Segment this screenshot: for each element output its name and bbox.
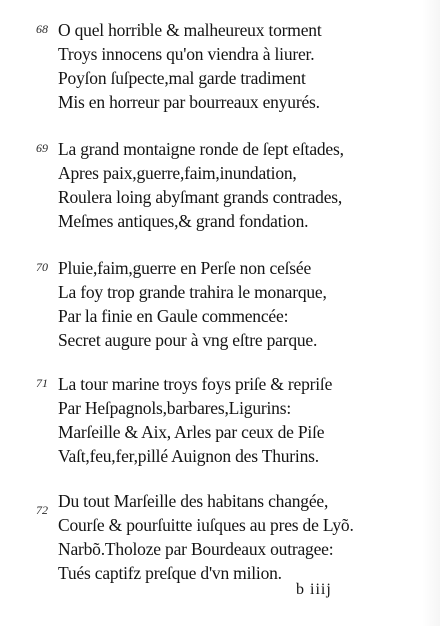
verse-line: Par la finie en Gaule commencée: <box>58 306 289 326</box>
verse-line: Vaſt,feu,fer,pillé Auignon des Thurins. <box>58 446 319 466</box>
verse-line: Meſmes antiques,& grand fondation. <box>58 211 309 231</box>
verse-line: La foy trop grande trahira le monarque, <box>58 282 327 302</box>
signature-mark: b iiij <box>296 581 332 598</box>
verse-line: Marſeille & Aix, Arles par ceux de Piſe <box>58 422 325 442</box>
verse-line: La tour marine troys foys priſe & repriſe <box>58 374 333 394</box>
quatrain-lines <box>58 18 418 114</box>
quatrain-number: 70 <box>36 260 48 274</box>
quatrain-lines <box>58 372 418 468</box>
verse-line: O quel horrible & malheureux torment <box>58 20 322 40</box>
quatrain-number: 72 <box>36 503 48 517</box>
verse-line: Du tout Marſeille des habitans changée, <box>58 491 329 511</box>
verse-line: La grand montaigne ronde de ſept eſtades, <box>58 139 344 159</box>
verse-line: Troys innocens qu'on viendra à liurer. <box>58 44 315 64</box>
verse-line: Apres paix,guerre,faim,inundation, <box>58 163 297 183</box>
quatrain-number: 69 <box>36 141 48 155</box>
verse-line: Mis en horreur par bourreaux enyurés. <box>58 92 320 112</box>
quatrain-lines <box>58 256 418 352</box>
verse-line: Tués captifz preſque d'vn milion. <box>58 563 282 583</box>
verse-line: Pluie,faim,guerre en Perſe non ceſsée <box>58 258 312 278</box>
verse-line: Poyſon ſuſpecte,mal garde tradiment <box>58 68 306 88</box>
page-edge-shading <box>422 0 440 626</box>
verse-line: Courſe & pourſuitte iuſques au pres de Lyõ. <box>58 515 354 535</box>
verse-line: Roulera loing abyſmant grands contrades, <box>58 187 343 207</box>
quatrain-number: 68 <box>36 22 48 36</box>
quatrain-lines <box>58 137 418 233</box>
verse-line: Secret augure pour à vng eſtre parque. <box>58 330 318 350</box>
quatrain-lines <box>58 489 418 585</box>
quatrain-number: 71 <box>36 376 48 390</box>
verse-line: Par Heſpagnols,barbares,Ligurins: <box>58 398 291 418</box>
verse-line: Narbõ.Tholoze par Bourdeaux outragee: <box>58 539 334 559</box>
